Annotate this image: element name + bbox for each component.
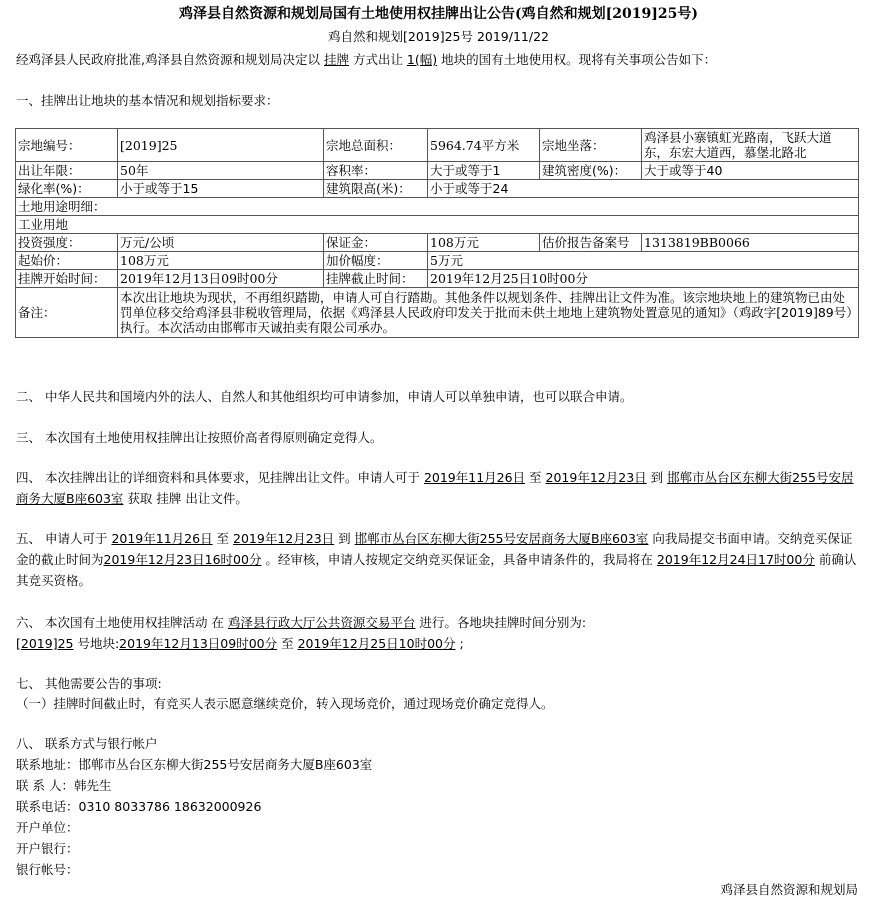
listing-end-time: 2019年12月25日10时00分 [428, 270, 859, 288]
table-label: 估价报告备案号 [540, 234, 642, 252]
s5-mid1: 向我局提交书面申请。交纳竞买保证金的截止时间为 [16, 531, 853, 567]
s4-post: 获取 挂牌 出让文件。 [123, 491, 248, 506]
s6-parcel: [2019]25 [16, 636, 74, 651]
table-row [16, 288, 859, 338]
table-label: 挂牌开始时间： [16, 270, 118, 288]
table-label: 保证金： [324, 234, 428, 252]
s6-venue: 鸡泽县行政大厅公共资源交易平台 [227, 615, 416, 630]
account-bank: 开户银行： [16, 841, 79, 856]
s6-start-time: 2019年12月13日09时00分 [119, 636, 278, 651]
s4-place: 邯郸市丛台区东柳大街255号安居商务大厦B座603室 [16, 470, 854, 506]
table-label: 绿化率(%)： [16, 180, 118, 198]
table-label: 起始价： [16, 252, 118, 270]
contact-address: 联系地址：邯郸市丛台区东柳大街255号安居商务大厦B座603室 [16, 757, 373, 772]
s4-start-date: 2019年11月26日 [423, 470, 526, 485]
table-row [16, 270, 859, 288]
s6-post: 进行。各地块挂牌时间分别为: [415, 615, 587, 630]
s5-post: 前确认其竞买资格。 [16, 552, 857, 588]
s6-parcel-post: 号地块: [73, 636, 120, 651]
table-label: 投资强度： [16, 234, 118, 252]
green-rate: 小于或等于15 [118, 180, 324, 198]
building-density: 大于或等于40 [642, 162, 859, 180]
table-label: 宗地编号： [16, 129, 118, 162]
s5-at: 到 [334, 531, 355, 546]
table-label: 建筑限高(米)： [324, 180, 428, 198]
issuer-signature: 鸡泽县自然资源和规划局 [720, 882, 858, 897]
table-label: 挂牌截止时间： [324, 270, 428, 288]
table-label: 宗地总面积： [324, 129, 428, 162]
intro-post: 地块的国有土地使用权。现将有关事项公告如下： [437, 52, 717, 67]
notice-title: 鸡泽县自然资源和规划局国有土地使用权挂牌出让公告(鸡自然和规划[2019]25号) [179, 6, 698, 22]
s5-mid2: 。经审核，申请人按规定交纳竞买保证金，具备申请条件的，我局将在 [261, 552, 657, 567]
contact-person: 联 系 人：韩先生 [16, 778, 112, 793]
intro-count: 1(幅) [406, 52, 438, 67]
plot-ratio: 大于或等于1 [428, 162, 540, 180]
parcel-area: 5964.74平方米 [428, 129, 540, 162]
remarks: 本次出让地块为现状，不再组织踏勘，申请人可自行踏勘。其他条件以规划条件、挂牌出让文件为准。该宗地块地上的建筑物已由处罚单位移交给鸡泽县非税收管理局，依据《鸡泽县人民政府印发关于批而未供土地地上建筑物处置意见的通知》（鸡政字[2019]89号）执行。本次活动由邯郸市天诚拍卖有限公司承办。 [118, 288, 859, 338]
table-label: 容积率： [324, 162, 428, 180]
table-row [16, 129, 859, 162]
section-7-item-1: （一）挂牌时间截止时，有竞买人表示愿意继续竞价，转入现场竞价，通过现场竞价确定竞得人。 [16, 696, 554, 711]
table-label: 宗地坐落： [540, 129, 642, 162]
s5-end-date: 2019年12月23日 [233, 531, 335, 546]
section-5 [16, 528, 861, 591]
section-1-heading: 一、挂牌出让地块的基本情况和规划指标要求： [16, 93, 279, 108]
intro-method: 挂牌 [323, 52, 349, 67]
section-3: 三、 本次国有土地使用权挂牌出让按照价高者得原则确定竞得人。 [16, 430, 383, 445]
intro-pre: 经鸡泽县人民政府批准,鸡泽县自然资源和规划局决定以 [16, 52, 324, 67]
starting-price: 108万元 [118, 252, 324, 270]
s6-tail: ; [455, 636, 464, 651]
table-row [16, 234, 859, 252]
s5-deposit-deadline: 2019年12月23日16时00分 [103, 552, 262, 567]
parcel-location: 鸡泽县小寨镇虹光路南，飞跃大道东，东宏大道西，慕堡北路北 [642, 129, 859, 162]
s4-end-date: 2019年12月23日 [545, 470, 647, 485]
lease-term: 50年 [118, 162, 324, 180]
parcel-number: [2019]25 [118, 129, 324, 162]
investment-intensity: 万元/公顷 [118, 234, 324, 252]
section-6 [16, 612, 861, 654]
s4-pre: 四、 本次挂牌出让的详细资料和具体要求，见挂牌出让文件。申请人可于 [16, 470, 424, 485]
height-limit: 小于或等于24 [428, 180, 859, 198]
s5-start-date: 2019年11月26日 [111, 531, 213, 546]
s5-confirm-time: 2019年12月24日17时00分 [656, 552, 815, 567]
table-row [16, 198, 859, 216]
section-8-heading: 八、 联系方式与银行帐户 [16, 736, 158, 751]
listing-start-time: 2019年12月13日09时00分 [118, 270, 324, 288]
s6-end-time: 2019年12月25日10时00分 [297, 636, 456, 651]
s6-to: 至 [277, 636, 298, 651]
section-7-heading: 七、 其他需要公告的事项: [16, 676, 162, 691]
account-unit: 开户单位： [16, 820, 79, 835]
deposit-amount: 108万元 [428, 234, 540, 252]
s4-to: 至 [525, 470, 546, 485]
appraisal-number: 1313819BB0066 [642, 234, 859, 252]
s6-pre: 六、 本次国有土地使用权挂牌活动 在 [16, 615, 228, 630]
table-row [16, 216, 859, 234]
table-label: 备注： [16, 288, 118, 338]
land-use-value: 工业用地 [16, 216, 859, 234]
contact-phone: 联系电话：0310 8033786 18632000926 [16, 799, 262, 814]
section-4 [16, 467, 861, 509]
notice-subtitle: 鸡自然和规划[2019]25号 2019/11/22 [328, 29, 549, 44]
table-label: 出让年限： [16, 162, 118, 180]
bid-increment: 5万元 [428, 252, 859, 270]
s5-to: 至 [212, 531, 234, 546]
table-row [16, 162, 859, 180]
parcel-info-table [15, 128, 859, 338]
s5-place: 邯郸市丛台区东柳大街255号安居商务大厦B座603室 [354, 531, 649, 546]
table-label: 加价幅度： [324, 252, 428, 270]
account-number: 银行帐号： [16, 862, 79, 877]
intro-mid: 方式出让 [348, 52, 407, 67]
s4-at: 到 [646, 470, 668, 485]
table-label: 建筑密度(%)： [540, 162, 642, 180]
intro-paragraph [16, 50, 876, 68]
land-use-label: 土地用途明细： [16, 198, 859, 216]
section-2: 二、 中华人民共和国境内外的法人、自然人和其他组织均可申请参加，申请人可以单独申请，也可以联合申请。 [16, 389, 633, 404]
table-row [16, 252, 859, 270]
table-row [16, 180, 859, 198]
s5-pre: 五、 申请人可于 [16, 531, 112, 546]
